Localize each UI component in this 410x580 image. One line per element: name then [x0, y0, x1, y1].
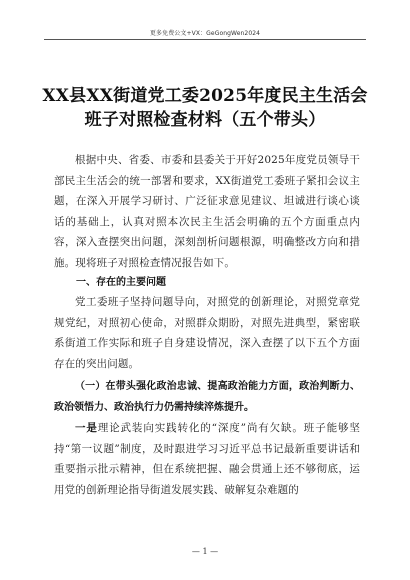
header-note: 更多免费公文+VX：GeGongWen2024 — [149, 30, 261, 37]
section-paragraph: 党工委班子坚持问题导向，对照党的创新理论，对照党章党规党纪，对照初心使命，对照群众期盼，对照先进典型，紧密联系街道工作实际和班子自身建设情况，深入查摆了以下五个方面存在的突出问题。 — [54, 296, 360, 370]
document-title: XX县XX街道党工委2025年度民主生活会班子对照检查材料（五个带头） — [42, 86, 368, 130]
section-heading: 一、存在的主要问题 — [76, 277, 166, 288]
sub-heading: （一）在带头强化政治忠诚、提高政治能力方面，政治判断力、政治领悟力、政治执行力仍需持续淬炼提升。 — [54, 381, 360, 413]
page-number: — 1 — — [191, 547, 219, 556]
point-paragraph — [54, 418, 360, 500]
point-lead: 一是 — [75, 422, 98, 434]
intro-paragraph: 根据中央、省委、市委和县委关于开好2025年度党员领导干部民主生活会的统一部署和要求，XX街道党工委班子紧扣会议主题，在深入开展学习研讨、广泛征求意见建议、坦诚进行谈心谈话的基础上，认真对照本次民主生活会明确的五个方面重点内容，深入查摆突出问题，深刻剖析问题根源，明确整改方向和措施。现将班子对照检查情况报告如下。 — [54, 154, 360, 269]
header-divider — [44, 39, 366, 40]
point-text: 理论武装向实践转化的“深度”尚有欠缺。班子能够坚持“第一议题”制度，及时跟进学习习近平总书记最新重要讲话和重要指示批示精神，但在系统把握、融会贯通上还不够彻底，运用党的创新理论指导街道发展实践、破解复杂难题的 — [54, 422, 360, 496]
